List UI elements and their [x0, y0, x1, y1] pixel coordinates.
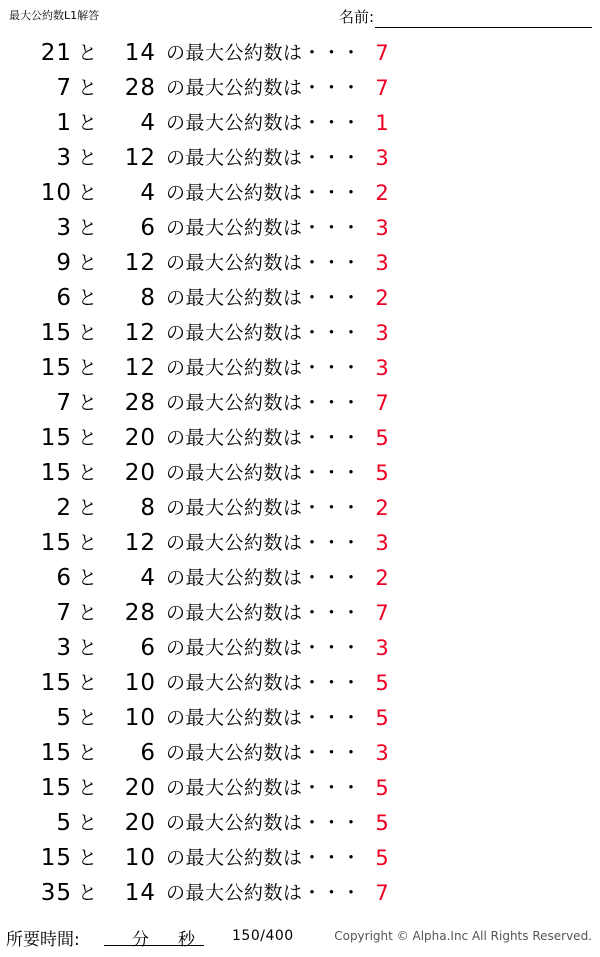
operand-a: 15	[40, 425, 72, 451]
operand-b: 4	[140, 180, 156, 206]
answer-value: 2	[375, 286, 389, 310]
question-phrase: の最大公約数は・・・	[166, 567, 362, 589]
operand-b: 10	[124, 845, 156, 871]
operand-a: 15	[40, 670, 72, 696]
operand-a: 15	[40, 355, 72, 381]
problem-row	[0, 561, 600, 596]
operand-a: 15	[40, 320, 72, 346]
conjunction-label: と	[78, 287, 98, 309]
answer-value: 3	[375, 741, 389, 765]
operand-a: 3	[56, 215, 72, 241]
problem-row	[0, 491, 600, 526]
answer-value: 3	[375, 216, 389, 240]
question-phrase: の最大公約数は・・・	[166, 322, 362, 344]
operand-b: 28	[124, 600, 156, 626]
operand-a: 35	[40, 880, 72, 906]
conjunction-label: と	[78, 567, 98, 589]
conjunction-label: と	[78, 392, 98, 414]
question-phrase: の最大公約数は・・・	[166, 392, 362, 414]
conjunction-label: と	[78, 812, 98, 834]
problem-row	[0, 631, 600, 666]
seconds-unit-label: 秒	[178, 930, 195, 950]
operand-a: 3	[56, 145, 72, 171]
page-footer	[0, 917, 600, 957]
conjunction-label: と	[78, 602, 98, 624]
question-phrase: の最大公約数は・・・	[166, 287, 362, 309]
operand-b: 20	[124, 460, 156, 486]
conjunction-label: と	[78, 42, 98, 64]
problem-row	[0, 36, 600, 71]
operand-a: 5	[56, 705, 72, 731]
problem-list	[0, 36, 600, 911]
sheet-serial-number: 150/400	[232, 928, 294, 944]
problem-row	[0, 876, 600, 911]
minutes-unit-label: 分	[132, 930, 149, 950]
problem-row	[0, 71, 600, 106]
operand-a: 15	[40, 845, 72, 871]
conjunction-label: と	[78, 77, 98, 99]
elapsed-time-label: 所要時間:	[6, 930, 80, 950]
operand-b: 20	[124, 775, 156, 801]
answer-value: 1	[375, 111, 389, 135]
operand-a: 7	[56, 75, 72, 101]
answer-value: 5	[375, 811, 389, 835]
operand-b: 8	[140, 285, 156, 311]
problem-row	[0, 526, 600, 561]
answer-value: 5	[375, 846, 389, 870]
question-phrase: の最大公約数は・・・	[166, 602, 362, 624]
sheet-title: 最大公約数L1解答	[9, 9, 100, 22]
answer-value: 7	[375, 601, 389, 625]
operand-b: 4	[140, 110, 156, 136]
operand-b: 4	[140, 565, 156, 591]
question-phrase: の最大公約数は・・・	[166, 77, 362, 99]
operand-b: 12	[124, 145, 156, 171]
conjunction-label: と	[78, 462, 98, 484]
answer-value: 2	[375, 496, 389, 520]
operand-a: 15	[40, 775, 72, 801]
question-phrase: の最大公約数は・・・	[166, 672, 362, 694]
operand-b: 10	[124, 705, 156, 731]
conjunction-label: と	[78, 182, 98, 204]
answer-value: 5	[375, 426, 389, 450]
question-phrase: の最大公約数は・・・	[166, 742, 362, 764]
question-phrase: の最大公約数は・・・	[166, 532, 362, 554]
operand-b: 12	[124, 320, 156, 346]
answer-value: 3	[375, 531, 389, 555]
problem-row	[0, 596, 600, 631]
answer-value: 5	[375, 461, 389, 485]
conjunction-label: と	[78, 532, 98, 554]
conjunction-label: と	[78, 497, 98, 519]
question-phrase: の最大公約数は・・・	[166, 147, 362, 169]
question-phrase: の最大公約数は・・・	[166, 182, 362, 204]
problem-row	[0, 281, 600, 316]
question-phrase: の最大公約数は・・・	[166, 112, 362, 134]
operand-b: 6	[140, 740, 156, 766]
answer-value: 2	[375, 566, 389, 590]
operand-a: 10	[40, 180, 72, 206]
conjunction-label: と	[78, 847, 98, 869]
operand-a: 15	[40, 530, 72, 556]
conjunction-label: と	[78, 672, 98, 694]
conjunction-label: と	[78, 777, 98, 799]
problem-row	[0, 806, 600, 841]
answer-value: 3	[375, 146, 389, 170]
problem-row	[0, 456, 600, 491]
conjunction-label: と	[78, 357, 98, 379]
question-phrase: の最大公約数は・・・	[166, 812, 362, 834]
operand-b: 12	[124, 355, 156, 381]
question-phrase: の最大公約数は・・・	[166, 497, 362, 519]
question-phrase: の最大公約数は・・・	[166, 357, 362, 379]
answer-value: 3	[375, 636, 389, 660]
operand-b: 8	[140, 495, 156, 521]
operand-a: 2	[56, 495, 72, 521]
question-phrase: の最大公約数は・・・	[166, 777, 362, 799]
problem-row	[0, 666, 600, 701]
operand-a: 15	[40, 740, 72, 766]
problem-row	[0, 316, 600, 351]
problem-row	[0, 386, 600, 421]
operand-a: 9	[56, 250, 72, 276]
operand-a: 7	[56, 600, 72, 626]
problem-row	[0, 106, 600, 141]
problem-row	[0, 351, 600, 386]
conjunction-label: と	[78, 882, 98, 904]
question-phrase: の最大公約数は・・・	[166, 637, 362, 659]
answer-value: 3	[375, 356, 389, 380]
operand-b: 14	[124, 40, 156, 66]
operand-b: 28	[124, 75, 156, 101]
copyright-notice: Copyright © Alpha.Inc All Rights Reserved.	[334, 929, 592, 943]
page-header	[0, 0, 600, 34]
operand-b: 12	[124, 530, 156, 556]
operand-a: 7	[56, 390, 72, 416]
question-phrase: の最大公約数は・・・	[166, 427, 362, 449]
question-phrase: の最大公約数は・・・	[166, 707, 362, 729]
operand-b: 28	[124, 390, 156, 416]
operand-b: 6	[140, 215, 156, 241]
operand-a: 6	[56, 565, 72, 591]
conjunction-label: と	[78, 637, 98, 659]
name-label: 名前:	[338, 8, 374, 26]
operand-a: 21	[40, 40, 72, 66]
operand-b: 6	[140, 635, 156, 661]
problem-row	[0, 841, 600, 876]
answer-value: 3	[375, 321, 389, 345]
operand-b: 10	[124, 670, 156, 696]
operand-a: 5	[56, 810, 72, 836]
name-input-line[interactable]	[375, 10, 592, 28]
question-phrase: の最大公約数は・・・	[166, 252, 362, 274]
operand-a: 15	[40, 460, 72, 486]
conjunction-label: と	[78, 147, 98, 169]
operand-b: 20	[124, 425, 156, 451]
problem-row	[0, 176, 600, 211]
operand-b: 20	[124, 810, 156, 836]
operand-b: 12	[124, 250, 156, 276]
problem-row	[0, 211, 600, 246]
answer-value: 2	[375, 181, 389, 205]
conjunction-label: と	[78, 322, 98, 344]
answer-value: 3	[375, 251, 389, 275]
answer-value: 5	[375, 776, 389, 800]
answer-value: 7	[375, 881, 389, 905]
conjunction-label: と	[78, 707, 98, 729]
operand-b: 14	[124, 880, 156, 906]
answer-value: 5	[375, 671, 389, 695]
problem-row	[0, 141, 600, 176]
problem-row	[0, 771, 600, 806]
question-phrase: の最大公約数は・・・	[166, 217, 362, 239]
conjunction-label: と	[78, 742, 98, 764]
question-phrase: の最大公約数は・・・	[166, 882, 362, 904]
conjunction-label: と	[78, 112, 98, 134]
conjunction-label: と	[78, 217, 98, 239]
operand-a: 6	[56, 285, 72, 311]
answer-value: 7	[375, 76, 389, 100]
question-phrase: の最大公約数は・・・	[166, 847, 362, 869]
conjunction-label: と	[78, 427, 98, 449]
operand-a: 1	[56, 110, 72, 136]
conjunction-label: と	[78, 252, 98, 274]
answer-value: 5	[375, 706, 389, 730]
name-field-group	[339, 6, 592, 28]
answer-value: 7	[375, 391, 389, 415]
operand-a: 3	[56, 635, 72, 661]
question-phrase: の最大公約数は・・・	[166, 462, 362, 484]
problem-row	[0, 736, 600, 771]
problem-row	[0, 421, 600, 456]
problem-row	[0, 246, 600, 281]
answer-value: 7	[375, 41, 389, 65]
question-phrase: の最大公約数は・・・	[166, 42, 362, 64]
problem-row	[0, 701, 600, 736]
